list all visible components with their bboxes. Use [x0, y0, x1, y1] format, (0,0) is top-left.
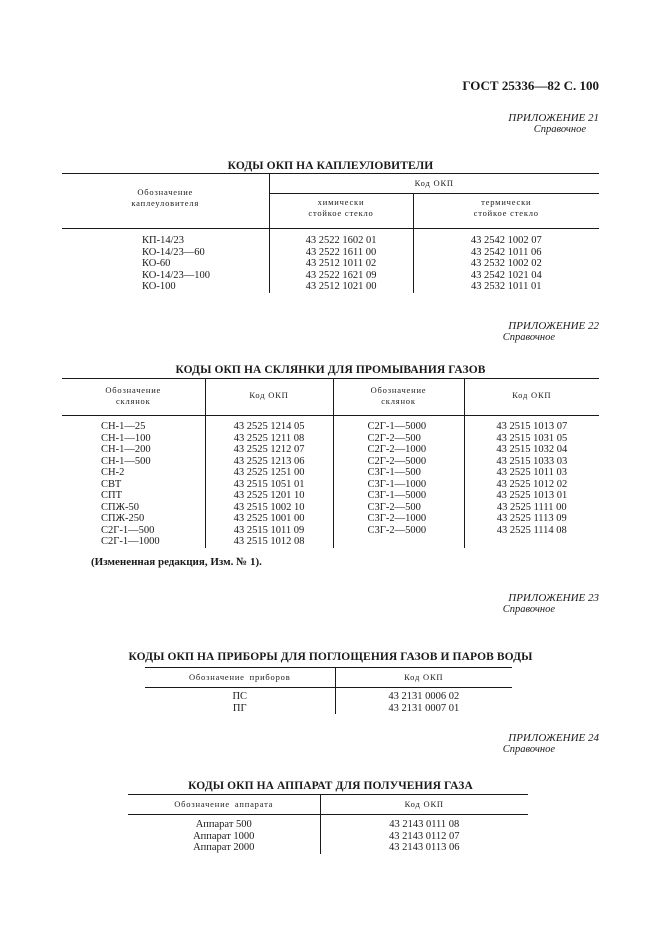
col-header-code: Код ОКП: [320, 795, 528, 815]
appendix-24-title: КОДЫ ОКП НА АППАРАТ ДЛЯ ПОЛУЧЕНИЯ ГАЗА: [188, 780, 473, 792]
cell-code-chem: 43 2522 1611 00: [269, 247, 413, 259]
cell-code: 43 2525 1113 09: [496, 513, 567, 524]
table-row: [62, 421, 599, 433]
cell-code: 43 2525 1114 08: [496, 524, 567, 536]
table-row: [62, 270, 599, 282]
cell-code: 43 2515 1033 03: [496, 455, 568, 467]
cell-code-chem: 43 2522 1602 01: [269, 235, 413, 247]
cell-code-therm: 43 2542 1021 04: [470, 269, 542, 281]
cell-code-chem: 43 2512 1021 00: [269, 281, 413, 293]
appendix-23-title: КОДЫ ОКП НА ПРИБОРЫ ДЛЯ ПОГЛОЩЕНИЯ ГАЗОВ И ПАРОВ ВОДЫ: [128, 651, 533, 663]
cell-designation: СН-2: [62, 467, 205, 479]
table-row: [62, 235, 599, 247]
cell-code: 43 2515 1011 09: [205, 525, 333, 537]
cell-designation: С3Г-1—500: [333, 467, 464, 479]
cell-code: 43 2143 0112 07: [389, 830, 460, 842]
cell-designation: СН-1—100: [62, 433, 205, 445]
appendix-24-sub: Справочное: [502, 744, 555, 755]
cell-code: 43 2131 0007 01: [388, 702, 460, 714]
cell-designation: ПС: [145, 691, 335, 703]
cell-designation: [333, 536, 464, 548]
cell-code: [464, 536, 599, 548]
table-row: [62, 479, 599, 491]
cell-designation: Аппарат 2000: [128, 842, 320, 854]
appendix-22-label: ПРИЛОЖЕНИЕ 22: [508, 320, 599, 332]
table-row: [62, 258, 599, 270]
cell-designation: СН-1—200: [62, 444, 205, 456]
cell-code: 43 2143 0111 08: [389, 819, 460, 830]
table-row: [62, 513, 599, 525]
cell-code: 43 2525 1213 06: [205, 456, 333, 468]
table-row: [62, 536, 599, 548]
cell-designation: С2Г-1—1000: [62, 536, 205, 548]
page-header: ГОСТ 25336—82 С. 100: [462, 78, 599, 93]
cell-designation: С2Г-1—500: [62, 525, 205, 537]
cell-designation: СВТ: [62, 479, 205, 491]
col-header-code: Код ОКП: [269, 174, 599, 194]
col-header-designation: Обозначение каплеуловителя: [62, 174, 269, 229]
appendix-21-title: КОДЫ ОКП НА КАПЛЕУЛОВИТЕЛИ: [227, 160, 434, 172]
cell-code-therm: 43 2542 1002 07: [470, 235, 542, 246]
col-header-designation-2: Обозначение склянок: [333, 379, 464, 416]
cell-designation: С2Г-2—500: [333, 433, 464, 445]
cell-code-therm: 43 2542 1011 06: [471, 246, 542, 258]
cell-code: 43 2525 1211 08: [205, 433, 333, 445]
cell-designation: КО-100: [62, 281, 269, 293]
col-header-code-1: Код ОКП: [205, 379, 333, 416]
cell-designation: С2Г-2—5000: [333, 456, 464, 468]
amendment-note: (Измененная редакция, Изм. № 1).: [91, 556, 262, 568]
appendix-22-sub: Справочное: [502, 332, 555, 343]
cell-code: 43 2525 1013 01: [496, 490, 568, 501]
appendix-23-label: ПРИЛОЖЕНИЕ 23: [508, 592, 599, 604]
cell-designation: КО-14/23—100: [62, 270, 269, 282]
col-header-designation-1: Обозначение склянок: [62, 379, 205, 416]
cell-code: 43 2515 1002 10: [205, 502, 333, 514]
cell-designation: ПГ: [145, 703, 335, 715]
col-header-therm: термически стойкое стекло: [413, 194, 599, 229]
table-row: [145, 691, 512, 703]
cell-designation: С3Г-2—1000: [333, 513, 464, 525]
cell-code-chem: 43 2512 1011 02: [269, 258, 413, 270]
table-row: [62, 490, 599, 502]
cell-designation: СН-1—25: [62, 421, 205, 433]
table-21: [62, 173, 599, 293]
cell-designation: КО-60: [62, 258, 269, 270]
col-header-designation: Обозначение аппарата: [128, 795, 320, 815]
cell-designation: СПЖ-250: [62, 513, 205, 525]
cell-designation: С2Г-1—5000: [333, 421, 464, 433]
table-row: [62, 525, 599, 537]
table-row: [62, 444, 599, 456]
table-row: [62, 247, 599, 259]
col-header-code-2: Код ОКП: [464, 379, 599, 416]
cell-designation: КП-14/23: [62, 235, 269, 247]
cell-code: 43 2131 0006 02: [388, 691, 460, 702]
cell-code: 43 2515 1051 01: [205, 479, 333, 491]
cell-designation: С3Г-1—5000: [333, 490, 464, 502]
table-row: [62, 467, 599, 479]
table-row: [128, 831, 528, 843]
cell-designation: С3Г-2—5000: [333, 525, 464, 537]
appendix-22-title: КОДЫ ОКП НА СКЛЯНКИ ДЛЯ ПРОМЫВАНИЯ ГАЗОВ: [175, 364, 486, 376]
cell-designation: С2Г-2—1000: [333, 444, 464, 456]
col-header-chem: химически стойкое стекло: [269, 194, 413, 229]
cell-designation: СН-1—500: [62, 456, 205, 468]
cell-designation: С3Г-1—1000: [333, 479, 464, 491]
cell-code: 43 2515 1032 04: [496, 444, 568, 455]
appendix-21-sub: Справочное: [533, 124, 586, 135]
table-row: [145, 703, 512, 715]
table-23: [145, 667, 512, 714]
cell-designation: СПЖ-50: [62, 502, 205, 514]
table-24: [128, 794, 528, 854]
cell-code: 43 2525 1012 02: [496, 478, 568, 490]
table-row: [62, 281, 599, 293]
cell-code-therm: 43 2532 1002 02: [470, 258, 542, 269]
col-header-code: Код ОКП: [335, 668, 512, 688]
cell-code-chem: 43 2522 1621 09: [269, 270, 413, 282]
cell-designation: С3Г-2—500: [333, 502, 464, 514]
cell-code: 43 2525 1251 00: [205, 467, 333, 479]
cell-code: 43 2515 1013 07: [496, 421, 568, 432]
appendix-23-sub: Справочное: [502, 604, 555, 615]
appendix-24-label: ПРИЛОЖЕНИЕ 24: [508, 732, 599, 744]
appendix-21-label: ПРИЛОЖЕНИЕ 21: [508, 112, 599, 124]
cell-code-therm: 43 2532 1011 01: [471, 281, 542, 292]
col-header-designation: Обозначение приборов: [145, 668, 335, 688]
cell-designation: КО-14/23—60: [62, 247, 269, 259]
cell-code: 43 2525 1111 00: [496, 501, 567, 513]
table-row: [128, 819, 528, 831]
table-row: [62, 456, 599, 468]
cell-code: 43 2525 1011 03: [496, 467, 567, 478]
cell-designation: Аппарат 1000: [128, 831, 320, 843]
cell-code: 43 2515 1031 05: [496, 432, 568, 444]
table-row: [62, 433, 599, 445]
table-row: [62, 502, 599, 514]
cell-designation: Аппарат 500: [128, 819, 320, 831]
cell-code: 43 2525 1214 05: [205, 421, 333, 433]
cell-code: 43 2525 1212 07: [205, 444, 333, 456]
cell-designation: СПТ: [62, 490, 205, 502]
cell-code: 43 2525 1001 00: [205, 513, 333, 525]
table-row: [128, 842, 528, 854]
table-22: [62, 378, 599, 548]
cell-code: 43 2515 1012 08: [205, 536, 333, 548]
cell-code: 43 2525 1201 10: [205, 490, 333, 502]
cell-code: 43 2143 0113 06: [389, 842, 460, 853]
